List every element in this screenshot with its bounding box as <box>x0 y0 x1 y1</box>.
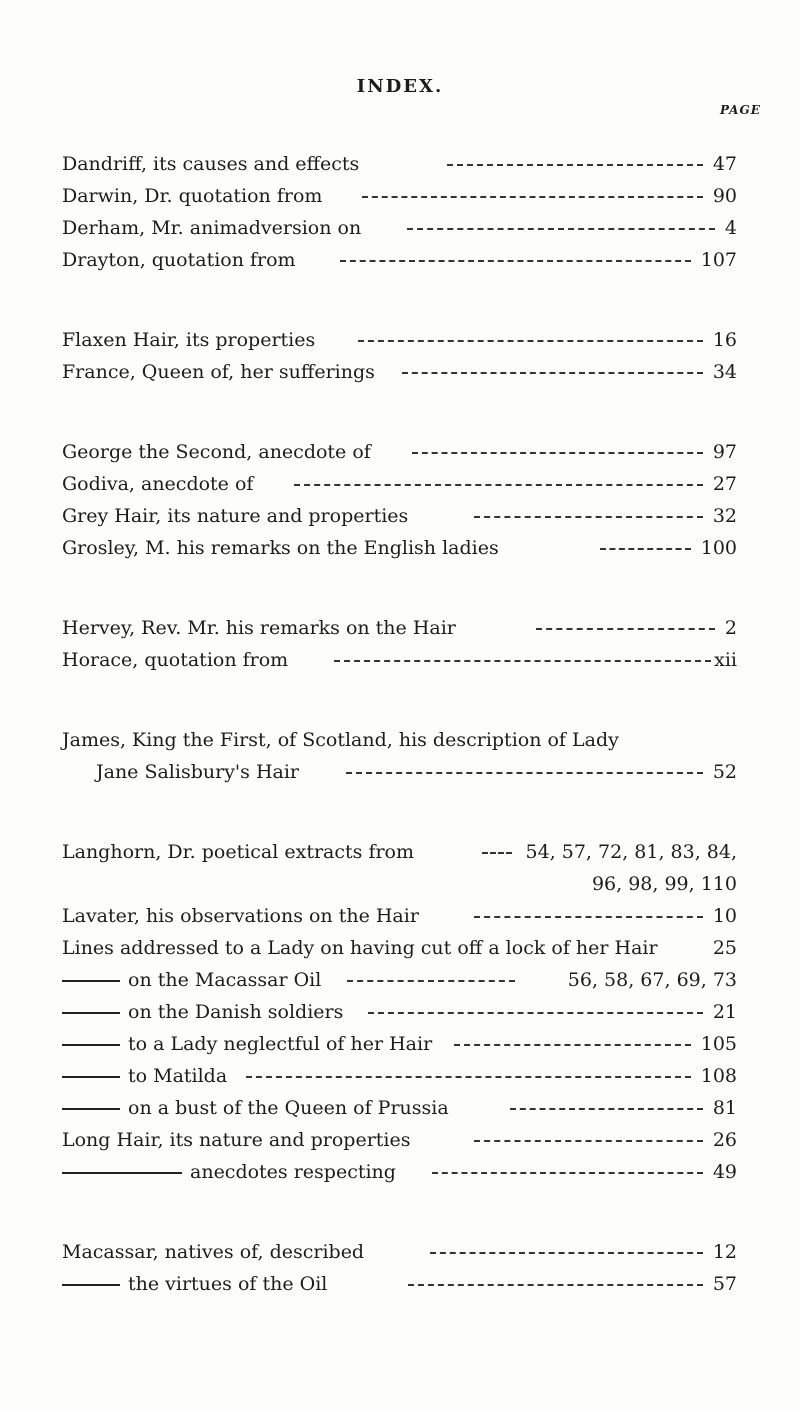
index-entry <box>62 148 737 180</box>
index-entry <box>62 180 737 212</box>
entry-page: 2 <box>724 617 737 639</box>
entry-text: Macassar, natives of, described <box>62 1241 365 1263</box>
index-entry <box>62 1092 737 1124</box>
entry-text: Horace, quotation from <box>62 649 289 671</box>
index-entry <box>62 468 737 500</box>
entry-page: 47 <box>712 153 737 175</box>
entry-page: 34 <box>712 361 737 383</box>
dot-leader <box>454 1044 691 1046</box>
index-entry <box>62 644 737 676</box>
index-entry <box>62 244 737 276</box>
dot-leader <box>334 660 711 662</box>
entry-text: Derham, Mr. animadversion on <box>62 217 362 239</box>
entry-page: 81 <box>712 1097 737 1119</box>
entry-page: 12 <box>712 1241 737 1263</box>
dot-leader <box>474 916 703 918</box>
index-entry <box>62 836 737 868</box>
dot-leader <box>402 372 703 374</box>
dot-leader <box>447 164 703 166</box>
entry-page: 27 <box>712 473 737 495</box>
entry-text: Flaxen Hair, its properties <box>62 329 316 351</box>
entry-page: 49 <box>712 1161 737 1183</box>
ditto-dash <box>62 980 120 982</box>
dot-leader <box>430 1252 703 1254</box>
entry-page: 100 <box>700 537 737 559</box>
dot-leader <box>246 1076 691 1078</box>
dot-leader <box>347 980 515 982</box>
entry-text: Drayton, quotation from <box>62 249 296 271</box>
index-entry <box>62 1060 737 1092</box>
index-entry <box>62 356 737 388</box>
index-entry <box>62 436 737 468</box>
ditto-dash <box>62 1284 120 1286</box>
entry-page: 96, 98, 99, 110 <box>591 873 737 895</box>
index-entry <box>62 532 737 564</box>
entry-page: 108 <box>700 1065 737 1087</box>
entry-text: Hervey, Rev. Mr. his remarks on the Hair <box>62 617 456 639</box>
entry-text: Jane Salisbury's Hair <box>96 761 299 783</box>
index-entry <box>62 212 737 244</box>
page-column-label: PAGE <box>720 103 761 117</box>
index-entry-text-line: James, King the First, of Scotland, his description of Lady <box>62 729 619 751</box>
dot-leader <box>536 628 715 630</box>
entry-page: 107 <box>700 249 737 271</box>
index-entry <box>62 900 737 932</box>
entry-page: 90 <box>712 185 737 207</box>
entry-page: xii <box>714 649 737 671</box>
index-entry-continued <box>62 868 737 900</box>
index-entry <box>62 500 737 532</box>
ditto-dash <box>62 1012 120 1014</box>
entry-text: on the Danish soldiers <box>128 1001 344 1023</box>
entry-page: 25 <box>712 937 737 959</box>
entry-text: Grey Hair, its nature and properties <box>62 505 409 527</box>
entry-text: to Matilda <box>128 1065 228 1087</box>
entry-page: 32 <box>712 505 737 527</box>
dot-leader <box>362 196 703 198</box>
dot-leader <box>358 340 703 342</box>
dot-leader <box>510 1108 703 1110</box>
dot-leader <box>407 228 715 230</box>
entry-page: 4 <box>724 217 737 239</box>
entry-text: Long Hair, its nature and properties <box>62 1129 411 1151</box>
ditto-dash <box>62 1172 182 1174</box>
entry-page: 16 <box>712 329 737 351</box>
entry-page: 52 <box>712 761 737 783</box>
dot-leader <box>432 1172 703 1174</box>
dot-leader <box>368 1012 703 1014</box>
entry-text: Darwin, Dr. quotation from <box>62 185 323 207</box>
entry-page: 105 <box>700 1033 737 1055</box>
ditto-dash <box>62 1108 120 1110</box>
entry-text: Lavater, his observations on the Hair <box>62 905 419 927</box>
index-entry <box>62 932 737 964</box>
index-entry <box>62 1028 737 1060</box>
dot-leader <box>294 484 703 486</box>
entry-text: on a bust of the Queen of Prussia <box>128 1097 449 1119</box>
dot-leader <box>346 772 703 774</box>
entry-page: 54, 57, 72, 81, 83, 84, <box>525 841 737 863</box>
index-entry <box>62 324 737 356</box>
entry-page: 97 <box>712 441 737 463</box>
index-entry <box>62 964 737 996</box>
dot-leader <box>482 852 512 854</box>
entry-page: 21 <box>712 1001 737 1023</box>
dot-leader <box>408 1284 703 1286</box>
entry-text: to a Lady neglectful of her Hair <box>128 1033 433 1055</box>
index-entry <box>62 1156 737 1188</box>
index-entry <box>62 1268 737 1300</box>
entry-text: the virtues of the Oil <box>128 1273 328 1295</box>
entry-text: George the Second, anecdote of <box>62 441 371 463</box>
ditto-dash <box>62 1076 120 1078</box>
entry-text: France, Queen of, her sufferings <box>62 361 375 383</box>
page-title: INDEX. <box>356 76 444 97</box>
ditto-dash <box>62 1044 120 1046</box>
entry-text: Godiva, anecdote of <box>62 473 254 495</box>
entry-text: anecdotes respecting <box>190 1161 396 1183</box>
index-entry <box>62 1124 737 1156</box>
dot-leader <box>600 548 691 550</box>
entry-page: 57 <box>712 1273 737 1295</box>
dot-leader <box>474 1140 703 1142</box>
entry-page: 56, 58, 67, 69, 73 <box>567 969 737 991</box>
index-entry <box>62 1236 737 1268</box>
index-entry <box>62 996 737 1028</box>
entry-text: Grosley, M. his remarks on the English ladies <box>62 537 499 559</box>
index-entry <box>62 612 737 644</box>
index-entry <box>96 756 737 788</box>
entry-text: Langhorn, Dr. poetical extracts from <box>62 841 415 863</box>
dot-leader <box>474 516 703 518</box>
dot-leader <box>412 452 703 454</box>
entry-page: 10 <box>712 905 737 927</box>
entry-page: 26 <box>712 1129 737 1151</box>
dot-leader <box>340 260 691 262</box>
entry-text: on the Macassar Oil <box>128 969 322 991</box>
entry-text: Lines addressed to a Lady on having cut off a lock of her Hair <box>62 937 658 959</box>
entry-text: Dandriff, its causes and effects <box>62 153 360 175</box>
